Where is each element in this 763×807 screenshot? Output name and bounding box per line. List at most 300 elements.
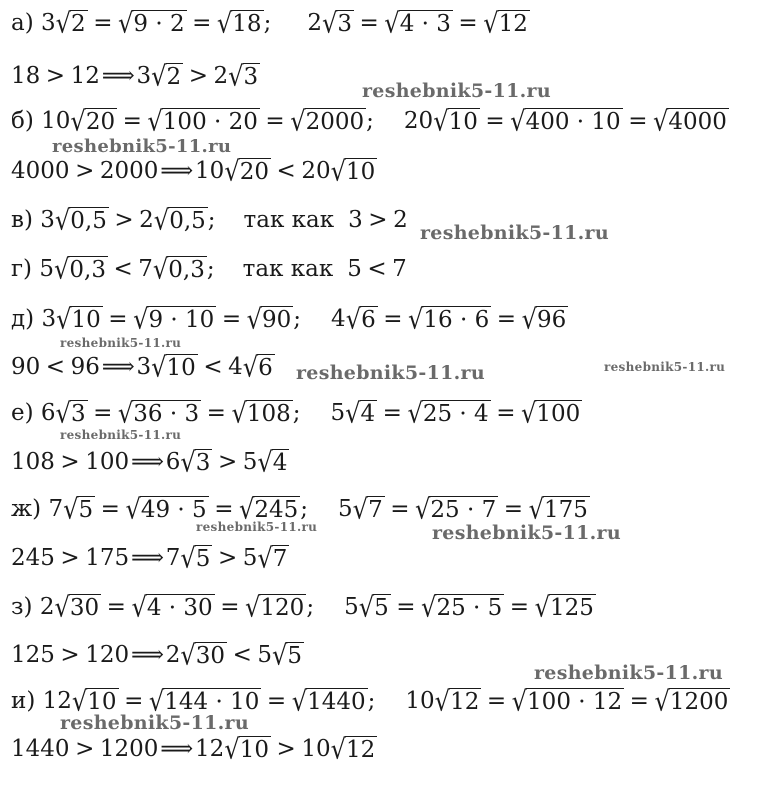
radicand: 108 — [246, 400, 291, 427]
watermark: reshebnik5-11.ru — [432, 522, 621, 544]
label-text: б) — [11, 108, 42, 134]
label-text: ; — [300, 496, 309, 522]
number: 5 — [242, 449, 258, 475]
radicand: 3 — [337, 10, 352, 37]
math-line — [11, 734, 377, 764]
radical-sign-icon: √ — [180, 639, 196, 672]
radical-sign-icon: √ — [151, 60, 167, 93]
number: 4000 — [11, 158, 70, 184]
watermark: reshebnik5-11.ru — [362, 80, 551, 102]
square-root — [384, 7, 453, 40]
radical-sign-icon: √ — [245, 591, 261, 624]
number: 5 — [347, 256, 362, 282]
radical-sign-icon: √ — [231, 397, 247, 430]
number: 10 — [301, 736, 331, 762]
number: 125 — [11, 642, 55, 668]
radical-sign-icon: √ — [54, 204, 71, 237]
label-text: е) — [11, 400, 41, 426]
number: 6 — [40, 400, 56, 426]
radicand: 100 — [536, 400, 581, 427]
radical-sign-icon: √ — [131, 591, 147, 624]
square-root — [510, 105, 623, 138]
square-root — [433, 105, 480, 138]
square-root — [352, 493, 385, 526]
radicand: 20 — [85, 108, 116, 135]
number: 245 — [11, 545, 55, 571]
square-root — [54, 591, 101, 624]
operator: < — [203, 354, 223, 380]
radical-sign-icon: √ — [125, 493, 141, 526]
square-root — [483, 7, 530, 40]
operator: > — [45, 63, 66, 89]
radical-sign-icon: √ — [511, 685, 528, 718]
square-root — [151, 351, 198, 384]
square-root — [147, 105, 260, 138]
radicand: 18 — [232, 10, 262, 37]
square-root — [290, 105, 366, 138]
square-root — [521, 303, 569, 336]
number: 2 — [39, 594, 55, 620]
number: 18 — [11, 63, 41, 89]
operator: = — [359, 10, 379, 36]
label-text: г) — [11, 256, 40, 282]
radicand: 12 — [450, 688, 480, 715]
radical-sign-icon: √ — [257, 542, 273, 575]
number: 2 — [393, 207, 408, 233]
label-text: ; — [292, 400, 301, 426]
number: 20 — [403, 108, 434, 134]
number: 2 — [165, 642, 181, 668]
operator: = — [106, 594, 126, 620]
radical-sign-icon: √ — [242, 351, 259, 384]
radicand: 3 — [243, 63, 259, 90]
operator: = — [266, 688, 287, 714]
number: 3 — [41, 306, 57, 332]
radical-sign-icon: √ — [257, 446, 273, 479]
radicand: 25 · 5 — [436, 594, 503, 621]
number: 10 — [405, 688, 435, 714]
label-text: з) — [11, 594, 40, 620]
radical-sign-icon: √ — [53, 253, 70, 286]
radicand: 144 · 10 — [164, 688, 260, 715]
math-line — [11, 640, 304, 670]
math-line — [11, 254, 407, 284]
radical-sign-icon: √ — [384, 7, 400, 40]
operator: = — [628, 108, 648, 134]
number: 4 — [228, 354, 243, 380]
radical-sign-icon: √ — [291, 685, 308, 718]
operator: = — [192, 10, 212, 36]
radicand: 10 — [239, 736, 269, 763]
operator: = — [221, 306, 242, 332]
operator: = — [382, 400, 402, 426]
math-line — [11, 8, 530, 38]
implies-arrow: ⟹ — [130, 449, 164, 475]
square-root — [153, 204, 208, 237]
radicand: 2 — [71, 10, 86, 37]
implies-arrow: ⟹ — [101, 63, 135, 89]
implies-arrow: ⟹ — [130, 545, 164, 571]
operator: > — [217, 449, 238, 475]
operator: = — [108, 306, 128, 332]
radicand: 10 — [448, 108, 478, 135]
radicand: 0,3 — [69, 256, 106, 283]
math-line — [11, 447, 289, 477]
label-text: в) — [11, 207, 41, 233]
radicand: 9 · 2 — [133, 10, 185, 37]
square-root — [321, 7, 354, 40]
square-root — [291, 685, 368, 718]
operator: = — [390, 496, 410, 522]
radicand: 25 · 4 — [422, 400, 489, 427]
square-root — [528, 493, 590, 526]
watermark: reshebnik5-11.ru — [604, 360, 726, 374]
radical-sign-icon: √ — [330, 733, 346, 766]
operator: < — [232, 642, 252, 668]
square-root — [330, 733, 378, 766]
operator: > — [368, 207, 388, 233]
radical-sign-icon: √ — [510, 105, 526, 138]
math-line — [11, 156, 377, 186]
operator: < — [276, 158, 296, 184]
square-root — [55, 7, 88, 40]
square-root — [330, 155, 378, 188]
square-root — [231, 397, 292, 430]
operator: = — [124, 688, 144, 714]
operator: = — [503, 496, 524, 522]
watermark: reshebnik5-11.ru — [420, 222, 609, 244]
math-line — [11, 352, 275, 382]
radical-sign-icon: √ — [528, 493, 544, 526]
number: 5 — [338, 496, 353, 522]
watermark: reshebnik5-11.ru — [196, 520, 318, 534]
radicand: 7 — [368, 496, 383, 523]
radical-sign-icon: √ — [224, 155, 240, 188]
square-root — [224, 155, 271, 188]
square-root — [245, 591, 306, 624]
radical-sign-icon: √ — [483, 7, 499, 40]
number: 4 — [331, 306, 346, 332]
radical-sign-icon: √ — [151, 351, 167, 384]
operator: > — [276, 736, 296, 762]
label-text: д) — [11, 306, 42, 332]
radical-sign-icon: √ — [434, 685, 451, 718]
operator: = — [396, 594, 416, 620]
radical-sign-icon: √ — [147, 105, 163, 138]
number: 175 — [85, 545, 130, 571]
number: 5 — [257, 642, 273, 668]
implies-arrow: ⟹ — [160, 736, 194, 762]
radicand: 49 · 5 — [140, 496, 207, 523]
square-root — [55, 397, 88, 430]
operator: > — [75, 736, 95, 762]
square-root — [53, 253, 108, 286]
radical-sign-icon: √ — [70, 105, 86, 138]
number: 7 — [138, 256, 153, 282]
square-root — [151, 60, 183, 93]
square-root — [224, 733, 271, 766]
radical-sign-icon: √ — [321, 7, 338, 40]
operator: = — [122, 108, 142, 134]
radicand: 125 — [549, 594, 594, 621]
number: 12 — [195, 736, 225, 762]
watermark: reshebnik5-11.ru — [60, 712, 249, 734]
number: 96 — [70, 354, 100, 380]
number: 5 — [330, 400, 346, 426]
radical-sign-icon: √ — [224, 733, 240, 766]
radicand: 6 — [258, 354, 273, 381]
radicand: 5 — [78, 496, 94, 523]
number: 3 — [40, 207, 55, 233]
square-root — [408, 303, 491, 336]
square-root — [407, 397, 490, 430]
number: 90 — [11, 354, 41, 380]
square-root — [421, 591, 504, 624]
radicand: 4 · 3 — [399, 10, 451, 37]
radicand: 9 · 10 — [148, 306, 215, 333]
radical-sign-icon: √ — [330, 155, 346, 188]
radical-sign-icon: √ — [180, 542, 196, 575]
operator: > — [114, 207, 134, 233]
radicand: 3 — [195, 449, 211, 476]
number: 10 — [195, 158, 225, 184]
number: 108 — [11, 449, 55, 475]
label-text: ; — [367, 688, 376, 714]
math-line — [11, 398, 582, 428]
label-text: ; — [263, 10, 272, 36]
number: 3 — [136, 354, 152, 380]
operator: > — [75, 158, 95, 184]
radicand: 1200 — [669, 688, 729, 715]
radical-sign-icon: √ — [407, 397, 423, 430]
square-root — [652, 105, 729, 138]
radical-sign-icon: √ — [153, 204, 170, 237]
radical-sign-icon: √ — [433, 105, 449, 138]
operator: = — [265, 108, 285, 134]
square-root — [70, 105, 117, 138]
radical-sign-icon: √ — [408, 303, 424, 336]
number: 6 — [165, 449, 181, 475]
number: 3 — [41, 10, 56, 36]
number: 2 — [139, 207, 154, 233]
radical-sign-icon: √ — [152, 253, 169, 286]
radical-sign-icon: √ — [54, 591, 70, 624]
radicand: 7 — [272, 545, 288, 572]
radicand: 12 — [498, 10, 528, 37]
radical-sign-icon: √ — [534, 591, 550, 624]
watermark: reshebnik5-11.ru — [60, 428, 182, 442]
number: 3 — [136, 63, 152, 89]
number: 5 — [39, 256, 54, 282]
watermark: reshebnik5-11.ru — [60, 336, 182, 350]
number: 20 — [301, 158, 331, 184]
square-root — [257, 542, 289, 575]
radical-sign-icon: √ — [521, 303, 537, 336]
number: 5 — [344, 594, 359, 620]
radicand: 5 — [374, 594, 389, 621]
implies-arrow: ⟹ — [130, 642, 164, 668]
square-root — [117, 397, 201, 430]
radicand: 10 — [87, 688, 117, 715]
square-root — [654, 685, 730, 718]
operator: = — [93, 400, 113, 426]
radicand: 1440 — [307, 688, 366, 715]
radicand: 96 — [536, 306, 567, 333]
radicand: 6 — [361, 306, 376, 333]
operator: < — [113, 256, 133, 282]
label-text: ; — [207, 207, 216, 233]
radical-sign-icon: √ — [358, 591, 375, 624]
label-text: ; — [293, 306, 302, 332]
radical-sign-icon: √ — [55, 7, 72, 40]
number: 2 — [213, 63, 229, 89]
radical-sign-icon: √ — [133, 303, 149, 336]
radical-sign-icon: √ — [63, 493, 79, 526]
operator: = — [509, 594, 530, 620]
radicand: 0,5 — [169, 207, 206, 234]
square-root — [257, 446, 289, 479]
label-text: так как — [242, 256, 334, 282]
square-root — [216, 7, 264, 40]
number: 1200 — [99, 736, 159, 762]
radical-sign-icon: √ — [228, 60, 244, 93]
square-root — [117, 7, 187, 40]
math-line — [11, 592, 596, 622]
math-line — [11, 106, 729, 136]
number: 5 — [242, 545, 258, 571]
radical-sign-icon: √ — [415, 493, 431, 526]
radicand: 100 · 12 — [527, 688, 623, 715]
radicand: 5 — [195, 545, 211, 572]
radicand: 30 — [69, 594, 100, 621]
radicand: 16 · 6 — [423, 306, 490, 333]
radicand: 5 — [287, 642, 303, 669]
watermark: reshebnik5-11.ru — [296, 362, 485, 384]
radicand: 175 — [543, 496, 588, 523]
square-root — [56, 303, 103, 336]
label-text: так как — [243, 207, 335, 233]
number: 7 — [392, 256, 407, 282]
operator: = — [629, 688, 649, 714]
radical-sign-icon: √ — [148, 685, 165, 718]
radicand: 400 · 10 — [525, 108, 621, 135]
watermark: reshebnik5-11.ru — [52, 136, 232, 157]
label-text: и) — [11, 688, 43, 714]
radicand: 10 — [166, 354, 196, 381]
radical-sign-icon: √ — [71, 685, 88, 718]
square-root — [521, 397, 582, 430]
square-root — [511, 685, 625, 718]
radical-sign-icon: √ — [216, 7, 233, 40]
operator: = — [496, 400, 516, 426]
radicand: 10 — [71, 306, 101, 333]
radical-sign-icon: √ — [654, 685, 670, 718]
operator: = — [206, 400, 226, 426]
operator: = — [485, 108, 505, 134]
square-root — [246, 303, 294, 336]
radicand: 4 · 30 — [146, 594, 213, 621]
number: 2 — [307, 10, 322, 36]
operator: = — [486, 688, 507, 714]
number: 2000 — [99, 158, 159, 184]
operator: > — [217, 545, 238, 571]
radical-sign-icon: √ — [345, 397, 361, 430]
implies-arrow: ⟹ — [101, 354, 135, 380]
square-root — [54, 204, 109, 237]
operator: > — [60, 642, 80, 668]
square-root — [133, 303, 216, 336]
square-root — [228, 60, 260, 93]
operator: = — [496, 306, 517, 332]
radicand: 36 · 3 — [133, 400, 200, 427]
operator: = — [100, 496, 120, 522]
radical-sign-icon: √ — [290, 105, 306, 138]
label-text: ; — [306, 594, 315, 620]
math-line — [11, 61, 260, 91]
label-text: ; — [366, 108, 374, 134]
radical-sign-icon: √ — [238, 493, 255, 526]
operator: < — [45, 354, 66, 380]
radical-sign-icon: √ — [521, 397, 537, 430]
radicand: 4 — [360, 400, 376, 427]
radicand: 3 — [70, 400, 86, 427]
radical-sign-icon: √ — [421, 591, 437, 624]
math-line — [11, 205, 408, 235]
watermark: reshebnik5-11.ru — [534, 662, 723, 684]
operator: < — [367, 256, 387, 282]
radicand: 2000 — [305, 108, 365, 135]
square-root — [534, 591, 596, 624]
operator: = — [458, 10, 478, 36]
radicand: 120 — [260, 594, 305, 621]
number: 12 — [42, 688, 72, 714]
number: 120 — [85, 642, 130, 668]
radicand: 100 · 20 — [162, 108, 258, 135]
radicand: 4 — [272, 449, 288, 476]
operator: = — [93, 10, 113, 36]
square-root — [345, 303, 378, 336]
square-root — [152, 253, 207, 286]
radical-sign-icon: √ — [352, 493, 369, 526]
radicand: 12 — [345, 736, 376, 763]
square-root — [358, 591, 391, 624]
square-root — [180, 639, 227, 672]
operator: > — [60, 449, 80, 475]
radical-sign-icon: √ — [117, 7, 134, 40]
radical-sign-icon: √ — [345, 303, 362, 336]
operator: = — [220, 594, 240, 620]
number: 10 — [41, 108, 71, 134]
operator: > — [188, 63, 208, 89]
operator: > — [60, 545, 80, 571]
operator: = — [383, 306, 403, 332]
radical-sign-icon: √ — [652, 105, 669, 138]
number: 100 — [85, 449, 130, 475]
label-text: ж) — [11, 496, 49, 522]
number: 7 — [48, 496, 64, 522]
square-root — [272, 639, 304, 672]
radical-sign-icon: √ — [117, 397, 134, 430]
radicand: 4000 — [668, 108, 727, 135]
radicand: 90 — [262, 306, 292, 333]
operator: = — [214, 496, 234, 522]
implies-arrow: ⟹ — [160, 158, 194, 184]
square-root — [415, 493, 498, 526]
label-text: а) — [11, 10, 41, 36]
square-root — [434, 685, 482, 718]
square-root — [63, 493, 95, 526]
radicand: 30 — [195, 642, 226, 669]
